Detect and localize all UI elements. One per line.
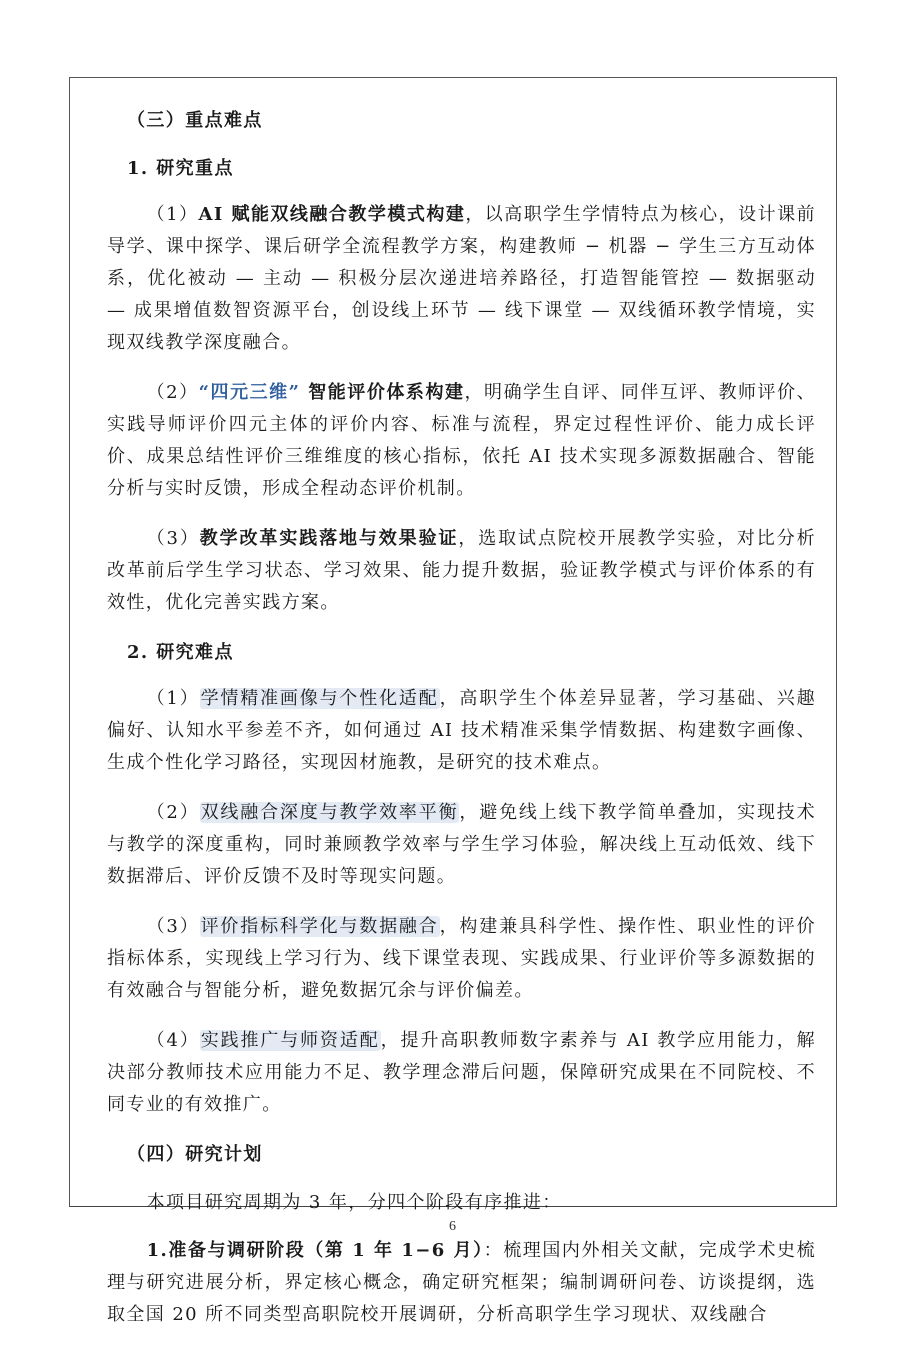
item-bold-title: AI 赋能双线融合教学模式构建 bbox=[198, 204, 466, 225]
item-text: ，以高职学生学情特点为核心，设计课前导学、课中探学、课后研学全流程教学方案，构建教师 − 机器 − 学生三方互动体系，优化被动 — 主动 — 积极分层次递进培养路径，打造智能管控 — 数据驱动 — 成果增值数智资源平台，创设线上环节 — 线下课堂 — 双线循环教学情境，实现双线教学深度融合。 bbox=[107, 204, 816, 353]
plan-intro: 本项目研究周期为 3 年，分四个阶段有序推进： bbox=[146, 1192, 562, 1213]
section-heading-research-plan: （四）研究计划 bbox=[127, 1144, 263, 1165]
item-highlight: 实践推广与师资适配 bbox=[200, 1030, 380, 1051]
item-highlight: 双线融合深度与教学效率平衡 bbox=[200, 802, 459, 823]
item-highlight: 学情精准画像与个性化适配 bbox=[200, 688, 439, 709]
focus-item-3 bbox=[107, 523, 816, 619]
item-text: ，构建兼具科学性、操作性、职业性的评价指标体系，实现线上学习行为、线下课堂表现、实践成果、行业评价等多源数据的有效融合与智能分析，避免数据冗余与评价偏差。 bbox=[107, 916, 816, 1001]
item-text: ，提升高职教师数字素养与 AI 教学应用能力，解决部分教师技术应用能力不足、教学理念滞后问题，保障研究成果在不同院校、不同专业的有效推广。 bbox=[107, 1030, 816, 1115]
item-number: （3） bbox=[146, 916, 200, 937]
item-text: ，明确学生自评、同伴互评、教师评价、实践导师评价四元主体的评价内容、标准与流程，界定过程性评价、能力成长评价、成果总结性评价三维维度的核心指标，依托 AI 技术实现多源数据融合、智能分析与实时反馈，形成全程动态评价机制。 bbox=[107, 382, 816, 499]
page-number: 6 bbox=[449, 1219, 456, 1234]
focus-item-2 bbox=[107, 377, 816, 505]
plan-stage-1 bbox=[107, 1235, 816, 1331]
item-highlight: 评价指标科学化与数据融合 bbox=[200, 916, 439, 937]
item-number: （3） bbox=[146, 528, 200, 549]
item-number: （2） bbox=[146, 802, 200, 823]
difficulty-item-4 bbox=[107, 1025, 816, 1121]
stage-text: ：梳理国内外相关文献，完成学术史梳理与研究进展分析，界定核心概念，确定研究框架；编制调研问卷、访谈提纲，选取全国 20 所不同类型高职院校开展调研，分析高职学生学习现状、双线融合 bbox=[107, 1240, 816, 1325]
item-bold-title: 智能评价体系构建 bbox=[300, 382, 465, 403]
item-number: （4） bbox=[146, 1030, 200, 1051]
stage-bold-title: 1.准备与调研阶段（第 1 年 1−6 月） bbox=[146, 1240, 484, 1261]
item-number: （1） bbox=[146, 204, 199, 225]
document-content bbox=[70, 78, 836, 1349]
item-text: ，高职学生个体差异显著，学习基础、兴趣偏好、认知水平参差不齐，如何通过 AI 技术精准采集学情数据、构建数字画像、生成个性化学习路径，实现因材施教，是研究的技术难点。 bbox=[107, 688, 816, 773]
subheading-research-focus: 1. 研究重点 bbox=[127, 158, 234, 179]
document-frame bbox=[69, 77, 837, 1325]
subheading-research-difficulties: 2. 研究难点 bbox=[127, 642, 234, 663]
item-number: （2） bbox=[146, 382, 199, 403]
item-bold-title: 教学改革实践落地与效果验证 bbox=[199, 528, 459, 549]
item-blue-term: “四元三维” bbox=[198, 382, 301, 403]
item-text: ，避免线上线下教学简单叠加，实现技术与教学的深度重构，同时兼顾教学效率与学生学习体验，解决线上互动低效、线下数据滞后、评价反馈不及时等现实问题。 bbox=[107, 802, 817, 887]
item-number: （1） bbox=[146, 688, 200, 709]
difficulty-item-3 bbox=[107, 911, 816, 1007]
difficulty-item-1 bbox=[107, 683, 816, 779]
section-heading-key-difficulties: （三）重点难点 bbox=[127, 110, 263, 131]
focus-item-1 bbox=[107, 199, 816, 359]
item-text: ，选取试点院校开展教学实验，对比分析改革前后学生学习状态、学习效果、能力提升数据，验证教学模式与评价体系的有效性，优化完善实践方案。 bbox=[107, 528, 816, 613]
difficulty-item-2 bbox=[107, 797, 816, 893]
